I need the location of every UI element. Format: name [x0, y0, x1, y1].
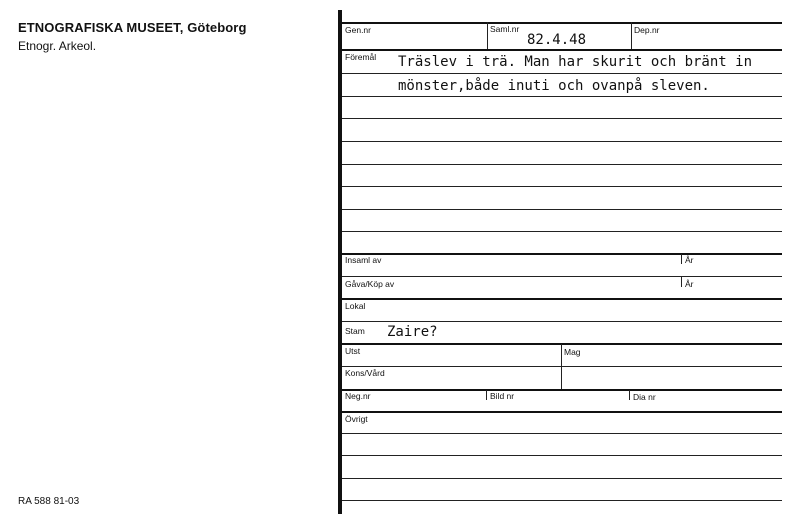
ruled-line: [561, 366, 782, 367]
ruled-line: [342, 455, 782, 456]
foremal-line-1: Träslev i trä. Man har skurit och bränt in: [398, 54, 753, 70]
department-label: Etnogr. Arkeol.: [18, 39, 97, 53]
column-divider: [561, 344, 562, 390]
ruled-line: [342, 231, 782, 232]
ruled-line: [342, 276, 782, 277]
foremal-line-2: mönster,både inuti och ovanpå sleven.: [398, 78, 710, 94]
row-divider: [342, 411, 782, 413]
column-divider: [681, 254, 682, 264]
stam-value: Zaire?: [387, 324, 438, 340]
ruled-line: [342, 164, 782, 165]
neg-nr-label: Neg.nr: [345, 391, 371, 401]
ruled-line: [342, 186, 782, 187]
lokal-label: Lokal: [345, 301, 366, 311]
ruled-line: [342, 321, 782, 322]
kons-vard-label: Kons/Vård: [345, 368, 385, 378]
column-divider: [631, 22, 632, 49]
column-divider: [487, 22, 488, 49]
ovrigt-label: Övrigt: [345, 414, 368, 424]
ruled-line: [342, 366, 561, 367]
ruled-line: [342, 96, 782, 97]
bild-nr-label: Bild nr: [490, 391, 515, 401]
ruled-line: [342, 73, 782, 74]
gava-kop-av-label: Gåva/Köp av: [345, 279, 395, 289]
ruled-line: [342, 209, 782, 210]
row-divider: [342, 22, 782, 24]
form-code: RA 588 81-03: [18, 496, 80, 507]
mag-label: Mag: [564, 347, 581, 357]
ruled-line: [342, 500, 782, 501]
column-divider: [681, 277, 682, 287]
column-divider: [629, 390, 630, 400]
stam-label: Stam: [345, 326, 365, 336]
dep-nr-label: Dep.nr: [634, 25, 660, 35]
insaml-av-label: Insaml av: [345, 255, 382, 265]
ruled-line: [342, 433, 782, 434]
museum-name: ETNOGRAFISKA MUSEET,: [18, 20, 184, 35]
row-divider: [342, 343, 782, 345]
dia-nr-label: Dia nr: [633, 392, 656, 402]
utst-label: Utst: [345, 346, 361, 356]
saml-nr-value: 82.4.48: [527, 32, 587, 48]
insaml-year-label: År: [685, 255, 694, 265]
column-divider: [486, 390, 487, 400]
row-divider: [342, 49, 782, 51]
museum-city: Göteborg: [187, 20, 247, 35]
foremal-label: Föremål: [345, 52, 377, 62]
gen-nr-label: Gen.nr: [345, 25, 371, 35]
row-divider: [342, 389, 782, 391]
row-divider: [342, 253, 782, 255]
card-left-border: [338, 10, 342, 514]
row-divider: [342, 298, 782, 300]
saml-nr-label: Saml.nr: [490, 24, 520, 34]
museum-title: [18, 20, 247, 35]
ruled-line: [342, 118, 782, 119]
gava-year-label: År: [685, 279, 694, 289]
ruled-line: [342, 141, 782, 142]
ruled-line: [342, 478, 782, 479]
